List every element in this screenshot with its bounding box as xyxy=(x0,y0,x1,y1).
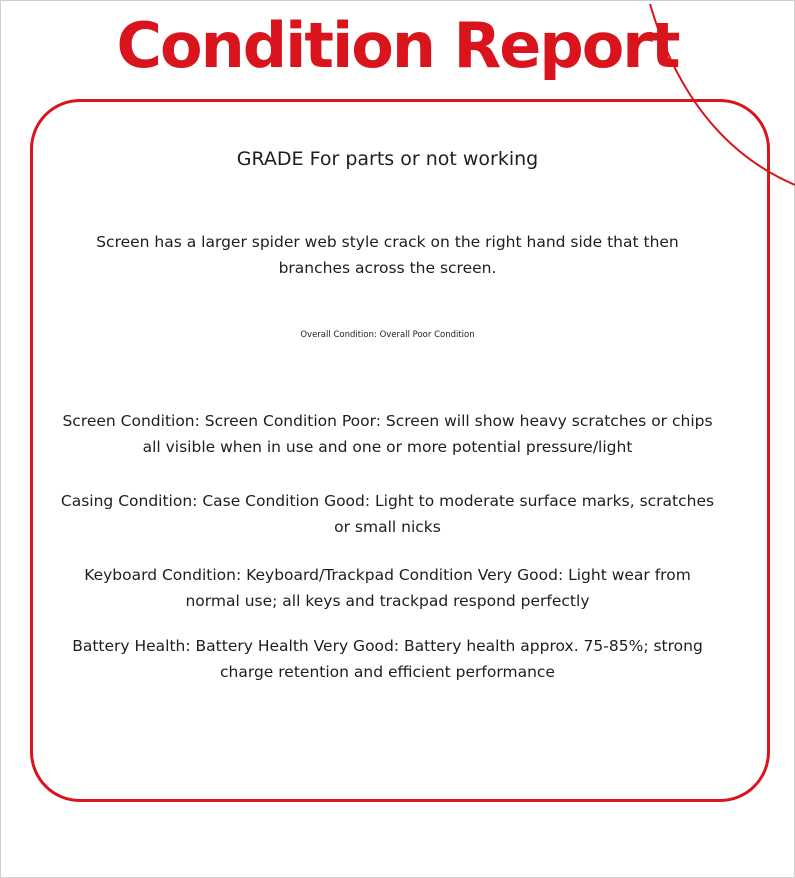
keyboard-condition: Keyboard Condition: Keyboard/Trackpad Condition Very Good: Light wear from normal use; all keys and trackpad respond perfectly xyxy=(84,566,691,610)
report-title: Condition Report xyxy=(116,9,679,82)
casing-condition: Casing Condition: Case Condition Good: Light to moderate surface marks, scratches or small nicks xyxy=(60,492,715,536)
battery-health: Battery Health: Battery Health Very Good: Battery health approx. 75-85%; strong charge retention and efficient performance xyxy=(72,637,703,681)
overall-condition: Overall Condition: Overall Poor Condition xyxy=(300,330,475,340)
grade-text: GRADE For parts or not working xyxy=(236,148,539,170)
damage-description: Screen has a larger spider web style crack on the right hand side that then branches across the screen. xyxy=(96,233,679,277)
screen-condition: Screen Condition: Screen Condition Poor: Screen will show heavy scratches or chips all visible when in use and one or more potential pressure/light xyxy=(62,412,713,456)
